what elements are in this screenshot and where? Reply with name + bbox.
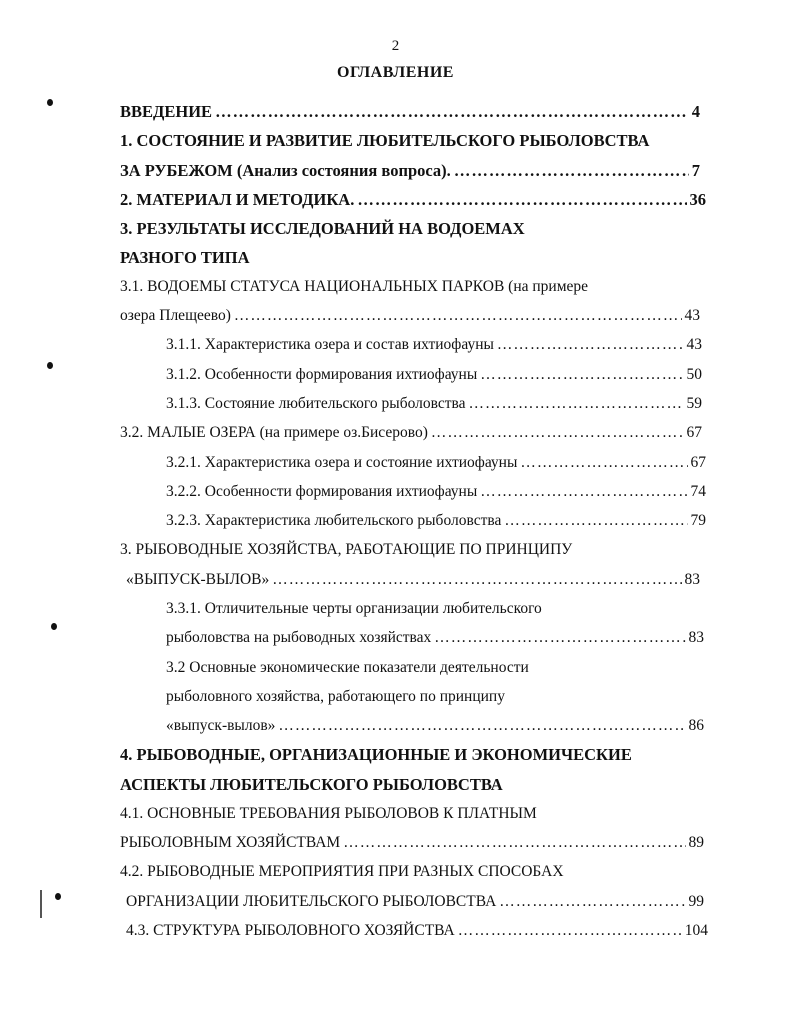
toc-entry[interactable] [166, 336, 702, 354]
toc-entry-text: РАЗНОГО ТИПА [120, 248, 250, 267]
toc-entry-page: 67 [686, 424, 702, 441]
toc-entry-text: 3. РЫБОВОДНЫЕ ХОЗЯЙСТВА, РАБОТАЮЩИЕ ПО ПРИНЦИПУ [120, 541, 573, 558]
toc-entry[interactable] [120, 278, 588, 296]
toc-entry-text: озера Плещеево) [120, 307, 231, 324]
margin-dot-mark [55, 893, 61, 900]
toc-entry[interactable] [166, 688, 505, 706]
toc-entry[interactable] [120, 161, 700, 181]
toc-entry[interactable] [126, 922, 708, 940]
margin-dot-mark [51, 623, 57, 630]
toc-entry-text: 4.1. ОСНОВНЫЕ ТРЕБОВАНИЯ РЫБОЛОВОВ К ПЛАТНЫМ [120, 805, 537, 822]
toc-entry-page: 43 [684, 307, 700, 324]
toc-entry[interactable] [120, 131, 649, 151]
toc-leader-dots [458, 922, 682, 940]
toc-leader-dots [431, 424, 684, 442]
toc-entry-text: 3.1.2. Особенности формирования ихтиофауны [166, 366, 478, 383]
toc-entry[interactable] [120, 307, 700, 325]
toc-entry[interactable] [120, 834, 704, 852]
margin-dot-mark [47, 362, 53, 369]
toc-leader-dots [234, 307, 682, 325]
toc-entry[interactable] [166, 629, 704, 647]
toc-entry-page: 7 [691, 161, 700, 180]
toc-entry[interactable] [120, 541, 572, 559]
toc-entry-text: 4.3. СТРУКТУРА РЫБОЛОВНОГО ХОЗЯЙСТВА [126, 922, 455, 939]
toc-entry[interactable] [126, 893, 704, 911]
toc-entry[interactable] [120, 248, 250, 268]
toc-entry-text: РЫБОЛОВНЫМ ХОЗЯЙСТВАМ [120, 834, 341, 851]
toc-entry[interactable] [166, 512, 706, 530]
toc-entry[interactable] [120, 805, 537, 823]
toc-entry-text: 3.2.3. Характеристика любительского рыболовства [166, 512, 502, 529]
toc-entry-text: ОРГАНИЗАЦИИ ЛЮБИТЕЛЬСКОГО РЫБОЛОВСТВА [126, 893, 497, 910]
toc-entry[interactable] [166, 395, 702, 413]
toc-entry[interactable] [120, 219, 525, 239]
toc-entry-page: 67 [690, 454, 706, 471]
toc-entry-text: ЗА РУБЕЖОМ (Анализ состояния вопроса). [120, 161, 451, 180]
toc-leader-dots [343, 834, 685, 852]
toc-entry-page: 83 [688, 629, 704, 646]
toc-entry[interactable] [120, 424, 702, 442]
toc-entry[interactable] [166, 483, 706, 501]
margin-bar-mark [40, 890, 42, 918]
toc-entry-page: 43 [686, 336, 702, 353]
toc-entry[interactable] [120, 745, 632, 765]
toc-entry[interactable] [166, 454, 706, 472]
toc-leader-dots [497, 336, 684, 354]
toc-leader-dots [480, 366, 683, 384]
toc-leader-dots [434, 629, 685, 647]
toc-entry[interactable] [166, 659, 529, 677]
toc-entry-text: 1. СОСТОЯНИЕ И РАЗВИТИЕ ЛЮБИТЕЛЬСКОГО РЫБОЛОВСТВА [120, 131, 650, 150]
margin-dot-mark [47, 99, 53, 106]
toc-entry-page: 99 [688, 893, 704, 910]
toc-entry-page: 74 [690, 483, 706, 500]
toc-entry[interactable] [166, 366, 702, 384]
toc-entry-page: 79 [690, 512, 706, 529]
toc-entry-text: 4. РЫБОВОДНЫЕ, ОРГАНИЗАЦИОННЫЕ И ЭКОНОМИЧЕСКИЕ [120, 745, 632, 764]
toc-entry-text: АСПЕКТЫ ЛЮБИТЕЛЬСКОГО РЫБОЛОВСТВА [120, 775, 503, 794]
toc-entry-text: 2. МАТЕРИАЛ И МЕТОДИКА. [120, 190, 355, 209]
toc-entry[interactable] [120, 102, 700, 122]
toc-entry-text: 3.2 Основные экономические показатели деятельности [166, 659, 529, 676]
toc-entry-page: 4 [691, 102, 700, 121]
toc-entry[interactable] [120, 863, 564, 881]
toc-leader-dots [480, 483, 687, 501]
toc-leader-dots [215, 102, 689, 122]
toc-entry-page: 86 [688, 717, 704, 734]
toc-entry-page: 83 [684, 571, 700, 588]
toc-entry-text: 3.1.1. Характеристика озера и состав ихтиофауны [166, 336, 494, 353]
toc-entry[interactable] [120, 190, 706, 210]
toc-entry-text: рыболовства на рыбоводных хозяйствах [166, 629, 432, 646]
toc-entry-page: 59 [686, 395, 702, 412]
toc-leader-dots [504, 512, 687, 530]
toc-entry[interactable] [126, 571, 700, 589]
toc-entry-text: 3.3.1. Отличительные черты организации любительского [166, 600, 542, 617]
toc-entry-page: 36 [689, 190, 706, 209]
toc-entry-text: рыболовного хозяйства, работающего по принципу [166, 688, 505, 705]
toc-entry-page: 89 [688, 834, 704, 851]
toc-entry[interactable] [120, 775, 503, 795]
toc-entry-text: 3.2.1. Характеристика озера и состояние ихтиофауны [166, 454, 518, 471]
toc-entry-text: 4.2. РЫБОВОДНЫЕ МЕРОПРИЯТИЯ ПРИ РАЗНЫХ СПОСОБАХ [120, 863, 564, 880]
toc-entry-text: «выпуск-вылов» [166, 717, 276, 734]
toc-entry-page: 50 [686, 366, 702, 383]
toc-leader-dots [468, 395, 683, 413]
toc-entry-text: «ВЫПУСК-ВЫЛОВ» [126, 571, 270, 588]
toc-entry-text: 3. РЕЗУЛЬТАТЫ ИССЛЕДОВАНИЙ НА ВОДОЕМАХ [120, 219, 525, 238]
toc-entry[interactable] [166, 717, 704, 735]
toc-entry-text: 3.1.3. Состояние любительского рыболовства [166, 395, 466, 412]
toc-entry-page: 104 [684, 922, 708, 939]
toc-entry-text: ВВЕДЕНИЕ [120, 102, 213, 121]
toc-entry-text: 3.2. МАЛЫЕ ОЗЕРА (на примере оз.Бисерово) [120, 424, 428, 441]
toc-leader-dots [272, 571, 681, 589]
toc-leader-dots [357, 190, 686, 210]
toc-entry-text: 3.2.2. Особенности формирования ихтиофауны [166, 483, 478, 500]
toc-leader-dots [454, 161, 689, 181]
toc-leader-dots [520, 454, 687, 472]
toc-entry-text: 3.1. ВОДОЕМЫ СТАТУСА НАЦИОНАЛЬНЫХ ПАРКОВ (на примере [120, 278, 589, 295]
toc-entry[interactable] [166, 600, 542, 618]
toc-leader-dots [278, 717, 685, 735]
page-number: 2 [391, 38, 400, 54]
toc-leader-dots [499, 893, 685, 911]
page-title: ОГЛАВЛЕНИЕ [337, 64, 454, 81]
